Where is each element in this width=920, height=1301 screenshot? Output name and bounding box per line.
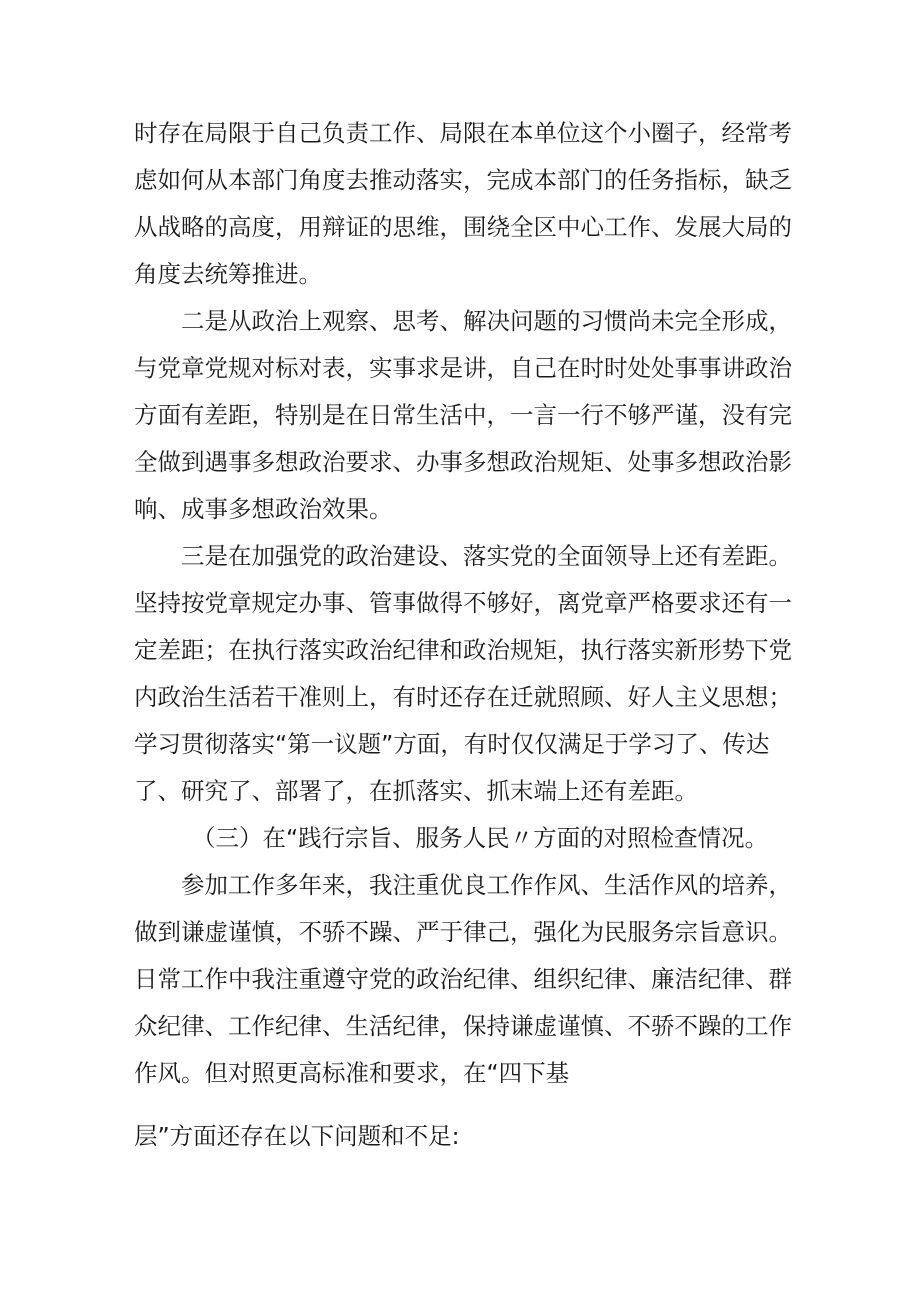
- document-body: [134, 110, 794, 1097]
- text-line-10: 三是在加强党的政治建设、落实党的全面领导上还有差距。: [181, 542, 792, 570]
- text-line-12: 定差距；在执行落实政治纪律和政治规矩，执行落实新形势下党: [134, 636, 792, 664]
- text-line-6: 与党章党规对标对表，实事求是讲，自己在时时处处事事讲政治: [134, 354, 792, 382]
- text-line-11: 坚持按党章规定办事、管事做得不够好，离党章严格要求还有一: [134, 589, 792, 617]
- text-line-5: 二是从政治上观察、思考、解决问题的习惯尚未完全形成，: [181, 307, 792, 335]
- text-line-20: 众纪律、工作纪律、生活纪律，保持谦虚谨慎、不骄不躁的工作: [134, 1012, 792, 1040]
- text-line-21: 作风。但对照更高标准和要求，在“四下基: [134, 1059, 570, 1087]
- text-line-18: 做到谦虚谨慎，不骄不躁、严于律己，强化为民服务宗旨意识。: [134, 918, 792, 946]
- text-line-14: 学习贯彻落实“第一议题”方面，有时仅仅满足于学习了、传达: [134, 730, 770, 758]
- text-line-1: 时存在局限于自己负责工作、局限在本单位这个小圈子，经常考: [134, 119, 792, 147]
- text-line-17: 参加工作多年来，我注重优良工作作风、生活作风的培养，: [181, 871, 792, 899]
- text-line-2: 虑如何从本部门角度去推动落实，完成本部门的任务指标，缺乏: [134, 166, 792, 194]
- text-line-22: 层”方面还存在以下问题和不足:: [134, 1122, 460, 1150]
- text-line-19: 日常工作中我注重遵守党的政治纪律、组织纪律、廉洁纪律、群: [134, 965, 792, 993]
- text-line-3: 从战略的高度，用辩证的思维，围绕全区中心工作、发展大局的: [134, 213, 792, 241]
- text-line-9: 响、成事多想政治效果。: [134, 495, 393, 523]
- text-line-13: 内政治生活若干准则上，有时还存在迁就照顾、好人主义思想；: [134, 683, 792, 711]
- text-line-4: 角度去统筹推进。: [134, 260, 322, 288]
- section-heading: （三）在“践行宗旨、服务人民〃方面的对照检查情况。: [192, 824, 769, 852]
- text-line-7: 方面有差距，特别是在日常生活中，一言一行不够严谨，没有完: [134, 401, 792, 429]
- text-line-15: 了、研究了、部署了，在抓落实、抓末端上还有差距。: [134, 777, 698, 805]
- text-line-8: 全做到遇事多想政治要求、办事多想政治规矩、处事多想政治影: [134, 448, 792, 476]
